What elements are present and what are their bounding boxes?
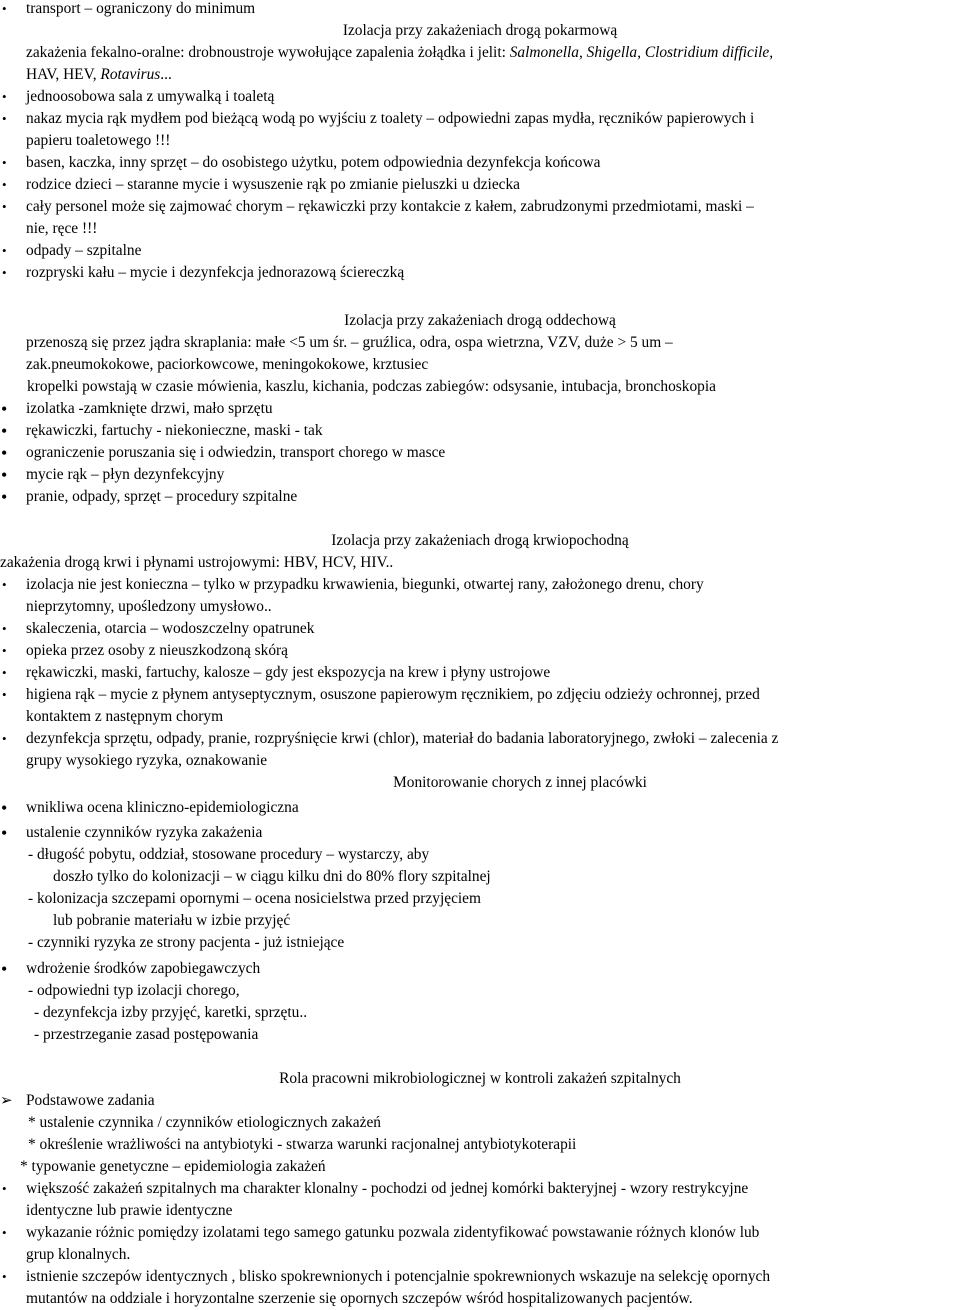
bullet-text: większość zakażeń szpitalnych ma charakter klonalny - pochodzi od jednej komórki bakteryjnej - wzory restrykcyjne — [26, 1180, 749, 1197]
bullet-text: rękawiczki, fartuchy - niekonieczne, maski - tak — [26, 422, 323, 439]
bullet-text: grup klonalnych. — [26, 1246, 131, 1263]
bullet-text: grupy wysokiego ryzyka, oznakowanie — [26, 752, 268, 769]
bullet-text: wdrożenie środków zapobiegawczych — [26, 960, 261, 977]
list-item — [0, 398, 960, 420]
ellipsis: ... — [160, 66, 172, 83]
oral-intro-line-2 — [0, 64, 960, 86]
sub-item — [0, 844, 960, 866]
bullet-text: wykazanie różnic pomiędzy izolatami tego samego gatunku pozwala zidentyfikować powstawanie różnych klonów lub — [26, 1224, 760, 1241]
list-item — [0, 684, 960, 706]
list-item — [0, 442, 960, 464]
list-item — [0, 486, 960, 508]
bullet-text: ograniczenie poruszania się i odwiedzin, transport chorego w masce — [26, 444, 446, 461]
list-item — [0, 958, 960, 980]
heading-text: Izolacja przy zakażeniach drogą pokarmową — [342, 22, 618, 39]
list-item — [0, 152, 960, 174]
list-item — [0, 728, 960, 750]
sub-item-text: - czynniki ryzyka ze strony pacjenta - już istniejące — [28, 934, 345, 951]
bullet-text: cały personel może się zajmować chorym – rękawiczki przy kontakcie z kałem, zabrudzonymi przedmiotami, maski – — [26, 198, 754, 215]
sub-item-text: - odpowiedni typ izolacji chorego, — [28, 982, 240, 999]
bullet-text: izolacja nie jest konieczna – tylko w przypadku krwawienia, biegunki, otwartej rany, założonego drenu, chory — [26, 576, 704, 593]
heading-text: Rola pracowni mikrobiologicznej w kontroli zakażeń szpitalnych — [279, 1070, 681, 1087]
respiratory-intro-line-2 — [0, 354, 960, 376]
list-item-continuation — [0, 130, 960, 152]
asterisk-item-text: * typowanie genetyczne – epidemiologia zakażeń — [20, 1158, 326, 1175]
bloodborne-intro — [0, 552, 960, 574]
bullet-text: rodzice dzieci – staranne mycie i wysuszenie rąk po zmianie pieluszki u dziecka — [26, 176, 521, 193]
sub-item — [0, 1024, 960, 1046]
pathogen-names: Salmonella, Shigella, Clostridium difficile, — [509, 44, 774, 61]
respiratory-intro-line-1 — [0, 332, 960, 354]
sub-item-text: - dezynfekcja izby przyjęć, karetki, sprzętu.. — [34, 1004, 308, 1021]
transport-bullet — [0, 0, 960, 20]
section-title-microbiology — [0, 1068, 960, 1090]
section-title-oral — [0, 20, 960, 42]
section-title-bloodborne — [0, 530, 960, 552]
heading-text: Monitorowanie chorych z innej placówki — [393, 774, 647, 791]
sub-item — [0, 888, 960, 910]
asterisk-item — [0, 1112, 960, 1134]
bullet-text: dezynfekcja sprzętu, odpady, pranie, rozpryśnięcie krwi (chlor), materiał do badania laboratoryjnego, zwłoki – zalecenia z — [26, 730, 779, 747]
sub-item-text: doszło tylko do kolonizacji – w ciągu kilku dni do 80% flory szpitalnej — [53, 868, 491, 885]
bullet-text: papieru toaletowego !!! — [26, 132, 171, 149]
paragraph-text: zak.pneumokokowe, paciorkowcowe, meningokokowe, krztusiec — [26, 356, 429, 373]
bullet-text: pranie, odpady, sprzęt – procedury szpitalne — [26, 488, 298, 505]
asterisk-item-text: * ustalenie czynnika / czynników etiologicznych zakażeń — [28, 1114, 381, 1131]
sub-item — [0, 932, 960, 954]
paragraph-text: zakażenia drogą krwi i płynami ustrojowymi: HBV, HCV, HIV.. — [0, 554, 394, 571]
bullet-text: istnienie szczepów identycznych , blisko spokrewnionych i potencjalnie spokrewnionych wskazuje na selekcję opornych — [26, 1268, 771, 1285]
sub-item-continuation — [0, 910, 960, 932]
pathogen-names: Rotavirus — [100, 66, 161, 83]
sub-item — [0, 980, 960, 1002]
list-item-continuation — [0, 218, 960, 240]
list-item — [0, 262, 960, 284]
sub-item-continuation — [0, 866, 960, 888]
sub-item — [0, 1002, 960, 1024]
bullet-text: kontaktem z następnym chorym — [26, 708, 224, 725]
sub-item-text: lub pobranie materiału w izbie przyjęć — [53, 912, 291, 929]
list-item — [0, 108, 960, 130]
bullet-text: rozpryski kału – mycie i dezynfekcja jednorazową ściereczką — [26, 264, 405, 281]
arrow-item — [0, 1090, 960, 1112]
sub-item-text: - przestrzeganie zasad postępowania — [34, 1026, 259, 1043]
bullet-text: rękawiczki, maski, fartuchy, kalosze – gdy jest ekspozycja na krew i płyny ustrojowe — [26, 664, 551, 681]
asterisk-item-text: * określenie wrażliwości na antybiotyki - stwarza warunki racjonalnej antybiotykoterapii — [28, 1136, 577, 1153]
list-item — [0, 240, 960, 262]
bullet-text: odpady – szpitalne — [26, 242, 142, 259]
bullet-text: ustalenie czynników ryzyka zakażenia — [26, 824, 263, 841]
list-item — [0, 797, 960, 819]
list-item — [0, 574, 960, 596]
list-item — [0, 1222, 960, 1244]
bullet-text: transport – ograniczony do minimum — [26, 0, 256, 17]
list-item — [0, 640, 960, 662]
bullet-text: identyczne lub prawie identyczne — [26, 1202, 233, 1219]
bullet-text: jednoosobowa sala z umywalką i toaletą — [26, 88, 275, 105]
bullet-text: nakaz mycia rąk mydłem pod bieżącą wodą po wyjściu z toalety – odpowiedni zapas mydła, ręczników papierowych i — [26, 110, 755, 127]
arrow-item-text: Podstawowe zadania — [26, 1092, 155, 1109]
heading-text: Izolacja przy zakażeniach drogą oddechową — [344, 312, 616, 329]
list-item-continuation — [0, 1244, 960, 1266]
bullet-text: basen, kaczka, inny sprzęt – do osobistego użytku, potem odpowiednia dezynfekcja końcowa — [26, 154, 601, 171]
bullet-text: skaleczenia, otarcia – wodoszczelny opatrunek — [26, 620, 315, 637]
list-item-continuation — [0, 1288, 960, 1310]
list-item — [0, 86, 960, 108]
section-title-monitoring — [0, 772, 960, 794]
oral-intro-line-1 — [0, 42, 960, 64]
bullet-text: izolatka -zamknięte drzwi, mało sprzętu — [26, 400, 273, 417]
bullet-text: mycie rąk – płyn dezynfekcyjny — [26, 466, 225, 483]
list-item — [0, 618, 960, 640]
list-item — [0, 174, 960, 196]
asterisk-item — [0, 1134, 960, 1156]
paragraph-text: kropelki powstają w czasie mówienia, kaszlu, kichania, podczas zabiegów: odsysanie, intubacja, bronchoskopia — [27, 378, 716, 395]
list-item — [0, 662, 960, 684]
list-item-continuation — [0, 706, 960, 728]
heading-text: Izolacja przy zakażeniach drogą krwiopochodną — [331, 532, 629, 549]
list-item — [0, 464, 960, 486]
bullet-text: opieka przez osoby z nieuszkodzoną skórą — [26, 642, 288, 659]
bullet-text: higiena rąk – mycie z płynem antyseptycznym, osuszone papierowym ręcznikiem, po zdjęciu odzieży ochronnej, przed — [26, 686, 760, 703]
bullet-text: nie, ręce !!! — [26, 220, 98, 237]
list-item — [0, 420, 960, 442]
list-item-continuation — [0, 596, 960, 618]
asterisk-item — [0, 1156, 960, 1178]
bullet-text: wnikliwa ocena kliniczno-epidemiologiczna — [26, 799, 299, 816]
sub-item-text: - długość pobytu, oddział, stosowane procedury – wystarczy, aby — [28, 846, 430, 863]
bullet-text: mutantów na oddziale i horyzontalne szerzenie się opornych szczepów wśród hospitalizowanych pacjentów. — [26, 1290, 693, 1307]
list-item — [0, 1266, 960, 1288]
intro-text: zakażenia fekalno-oralne: drobnoustroje wywołujące zapalenia żołądka i jelit: — [26, 44, 510, 61]
list-item-continuation — [0, 1200, 960, 1222]
bullet-text: nieprzytomny, upośledzony umysłowo.. — [26, 598, 272, 615]
section-title-respiratory — [0, 310, 960, 332]
list-item — [0, 196, 960, 218]
intro-text: HAV, HEV, — [26, 66, 101, 83]
sub-item-text: - kolonizacja szczepami opornymi – ocena nosicielstwa przed przyjęciem — [28, 890, 481, 907]
paragraph-text: przenoszą się przez jądra skraplania: małe <5 um śr. – gruźlica, odra, ospa wietrzna, VZV, duże > 5 um – — [26, 334, 673, 351]
respiratory-droplets — [0, 376, 960, 398]
list-item-continuation — [0, 750, 960, 772]
list-item — [0, 822, 960, 844]
list-item — [0, 1178, 960, 1200]
